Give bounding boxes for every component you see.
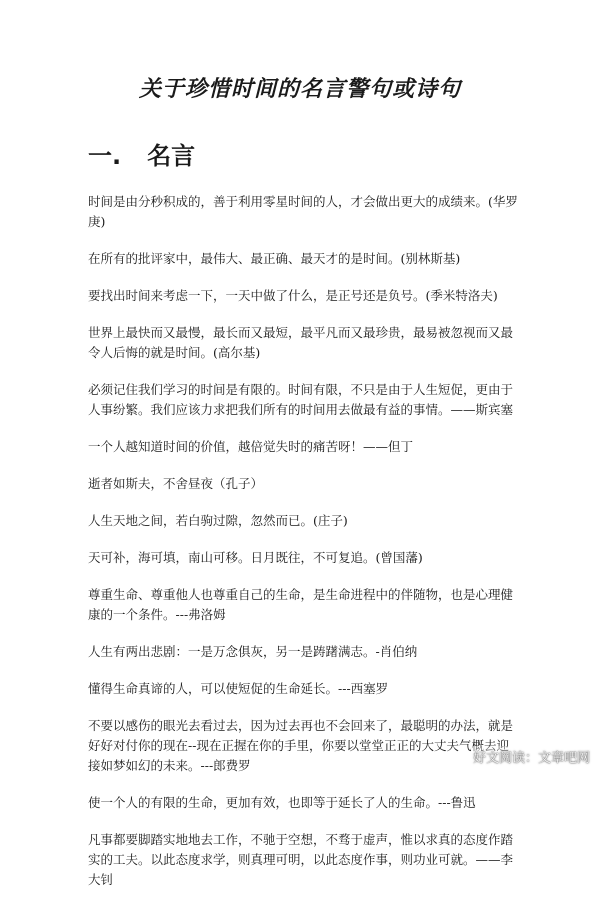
quote-item: 世界上最快而又最慢，最长而又最短，最平凡而又最珍贵，最易被忽视而又最令人后悔的就是时间。(高尔基) <box>88 325 514 360</box>
site-watermark: 好文阅读：文章吧网 <box>471 746 592 767</box>
document-title: 关于珍惜时间的名言警句或诗句 <box>138 76 461 102</box>
quote-item: 必须记住我们学习的时间是有限的。时间有限，不只是由于人生短促，更由于人事纷繁。我们应该力求把我们所有的时间用去做最有益的事情。——斯宾塞 <box>88 382 514 417</box>
quote-item: 逝者如斯夫，不舍昼夜（孔子） <box>88 476 264 491</box>
quote-item: 使一个人的有限的生命，更加有效，也即等于延长了人的生命。---鲁迅 <box>88 795 476 810</box>
quote-item: 天可补，海可填，南山可移。日月既往，不可复追。(曾国藩) <box>88 550 423 565</box>
quote-item: 在所有的批评家中，最伟大、最正确、最天才的是时间。(别林斯基) <box>88 251 461 266</box>
section-heading <box>88 136 195 171</box>
quote-item: 要找出时间来考虑一下，一天中做了什么，是正号还是负号。(季米特洛夫) <box>88 288 498 303</box>
quote-item: 尊重生命、尊重他人也尊重自己的生命，是生命进程中的伴随物，也是心理健康的一个条件。---弗洛姆 <box>88 587 514 622</box>
quote-item: 不要以感伤的眼光去看过去，因为过去再也不会回来了，最聪明的办法，就是好好对付你的现在--现在正握在你的手里，你要以堂堂正正的大丈夫气概去迎接如梦如幻的未来。---郎费罗 <box>88 718 514 773</box>
quote-list <box>88 192 518 907</box>
quote-item: 一个人越知道时间的价值，越倍觉失时的痛苦呀！——但丁 <box>88 439 414 454</box>
quote-item: 人生天地之间，若白驹过隙，忽然而已。(庄子) <box>88 513 348 528</box>
section-title: 名言 <box>147 142 196 170</box>
quote-item: 懂得生命真谛的人，可以使短促的生命延长。---西塞罗 <box>88 681 389 696</box>
section-number: 一. <box>88 142 122 170</box>
quote-item: 凡事都要脚踏实地地去工作，不驰于空想，不骛于虚声，惟以求真的态度作踏实的工夫。以此态度求学，则真理可明，以此态度作事，则功业可就。——李大钊 <box>88 832 514 887</box>
quote-item: 时间是由分秒积成的，善于利用零星时间的人，才会做出更大的成绩来。(华罗庚) <box>88 194 518 229</box>
quote-item: 人生有两出悲剧：一是万念俱灰，另一是踌躇满志。-肖伯纳 <box>88 644 418 659</box>
